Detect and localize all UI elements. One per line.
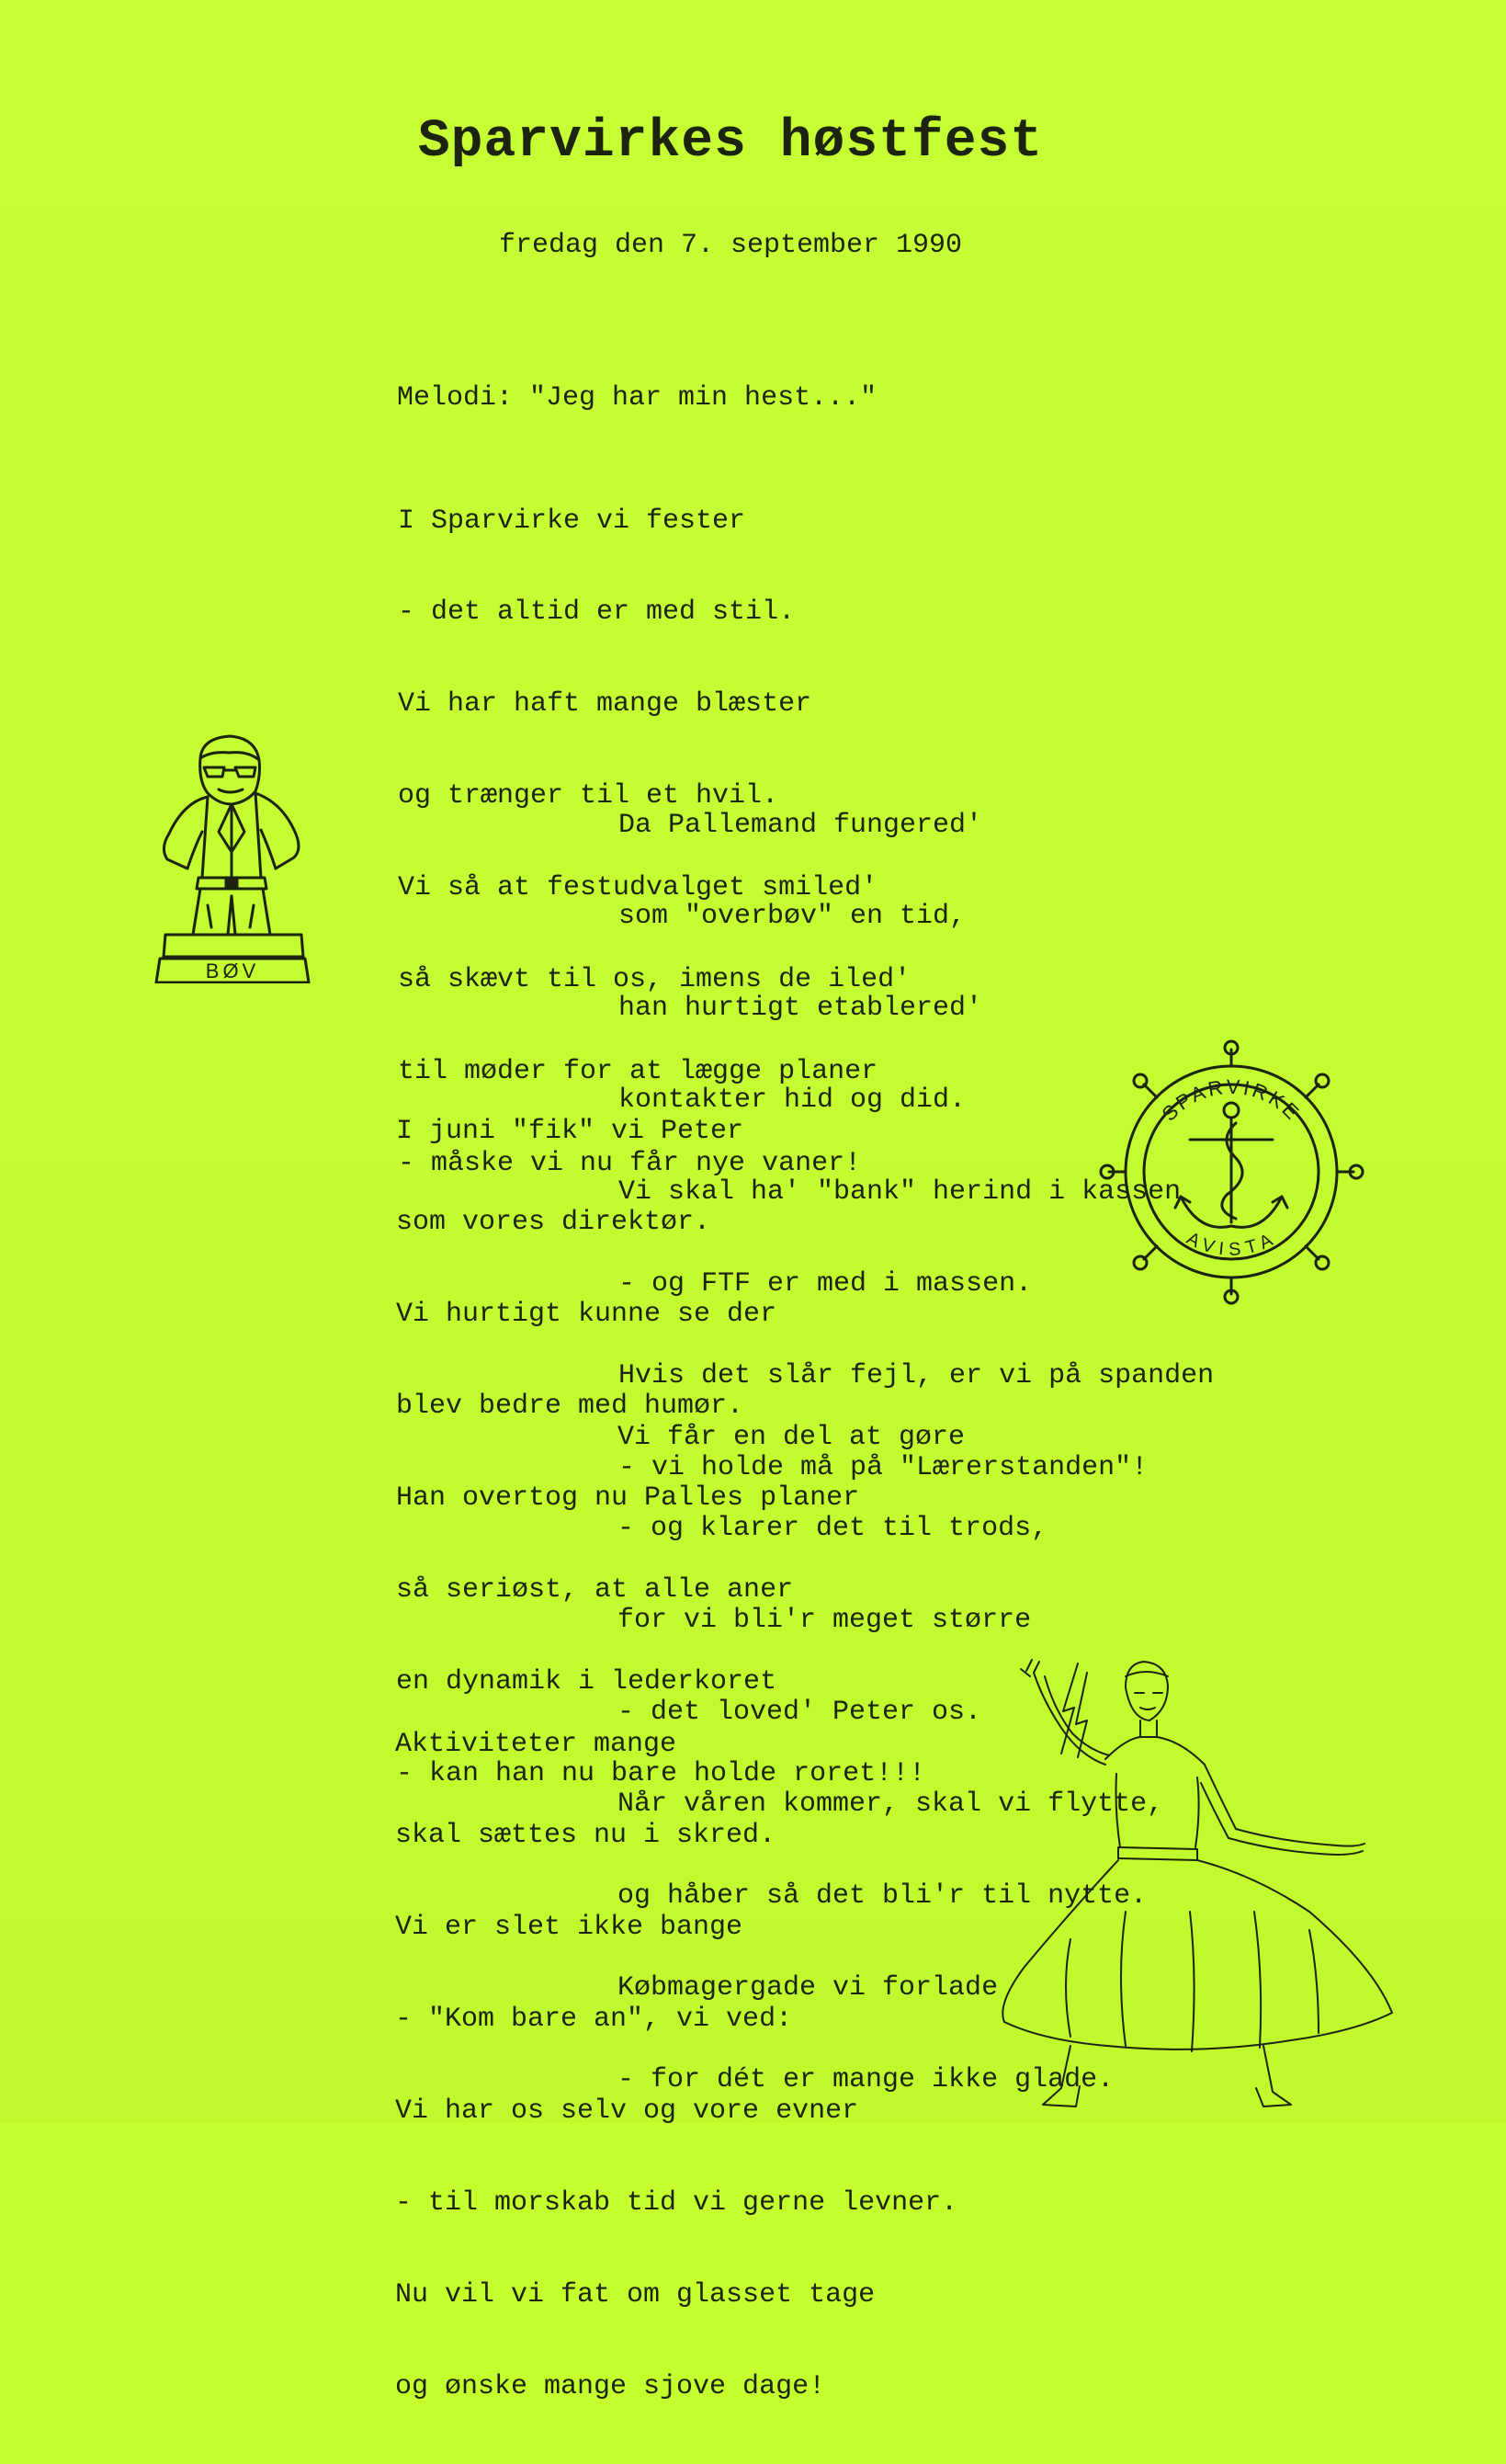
melody-line: Melodi: "Jeg har min hest..." [397,382,878,414]
verse-line: for vi bli'r meget større [617,1605,1032,1637]
verse-line: som vores direktør. [396,1207,711,1239]
verse-line: Nu vil vi fat om glasset tage [395,2278,876,2311]
verse-line: en dynamik i lederkoret [396,1665,777,1698]
verse-line: Aktiviteter mange [395,1728,677,1760]
verse-line: Vi har os selv og vore evner [395,2095,859,2128]
verse-line: så seriøst, at alle aner [396,1574,794,1607]
document-title: Sparvirkes høstfest [417,112,1044,172]
statue-drawing [147,731,322,983]
ship-wheel-anchor-logo [1098,1039,1364,1305]
verse-line: - måske vi nu får nye vaner! [398,1147,862,1179]
verse-line: Hvis det slår fejl, er vi på spanden [618,1359,1215,1391]
verse-line: - "Kom bare an", vi ved: [395,2004,793,2036]
verse-line: Købmagergade vi forlade [617,1971,999,2004]
verse-line: til møder for at lægge planer [398,1055,878,1087]
verse-line: - det altid er med stil. [398,596,796,629]
verse-line: han hurtigt etablered' [618,993,983,1025]
verse-line: Han overtog nu Palles planer [396,1482,860,1515]
verse-line: og ønske mange sjove dage! [395,2370,826,2402]
verse-line: - til morskab tid vi gerne levner. [395,2187,958,2220]
dancer-drawing [988,1636,1420,2123]
verse-line: Vi får en del at gøre [617,1421,966,1453]
verse-line: blev bedre med humør. [396,1391,744,1423]
verse-line: Vi har haft mange blæster [398,688,812,721]
wheel-text-top: SPARVIRKE [1157,1074,1306,1126]
verse-line: - for dét er mange ikke glade. [617,2063,1115,2095]
verse-line: og håber så det bli'r til nytte. [617,1880,1148,1913]
document-date: fredag den 7. september 1990 [498,230,963,261]
verse-line: - vi holde må på "Lærerstanden"! [618,1451,1149,1483]
verse-line: - og FTF er med i massen. [618,1268,1033,1300]
verse-line: Vi er slet ikke bange [395,1912,743,1944]
verse-line: - det loved' Peter os. [617,1697,982,1729]
verse-line: Vi så at festudvalget smiled' [398,872,878,904]
statue-plaque-text: BØV [205,959,260,982]
verse-line: Da Pallemand fungered' [618,809,983,841]
verse-line: I Sparvirke vi fester [398,505,746,537]
verse-line: - og klarer det til trods, [617,1513,1048,1545]
verse-line: Når våren kommer, skal vi flytte, [617,1788,1164,1821]
verse-line: Vi skal ha' "bank" herind i kassen [618,1176,1182,1209]
verse-line: I juni "fik" vi Peter [396,1115,744,1147]
verse-line: kontakter hid og did. [618,1084,967,1117]
verse-line: og trænger til et hvil. [398,780,779,812]
wheel-text-bottom: AVISTA [1183,1228,1280,1261]
verse-line: skal sættes nu i skred. [395,1820,776,1852]
verse-line: så skævt til os, imens de iled' [398,964,912,996]
verse-line: Vi hurtigt kunne se der [396,1299,777,1331]
verse-line: - kan han nu bare holde roret!!! [396,1757,926,1789]
verse-line: som "overbøv" en tid, [618,901,967,933]
verse-5 [395,1665,958,2464]
